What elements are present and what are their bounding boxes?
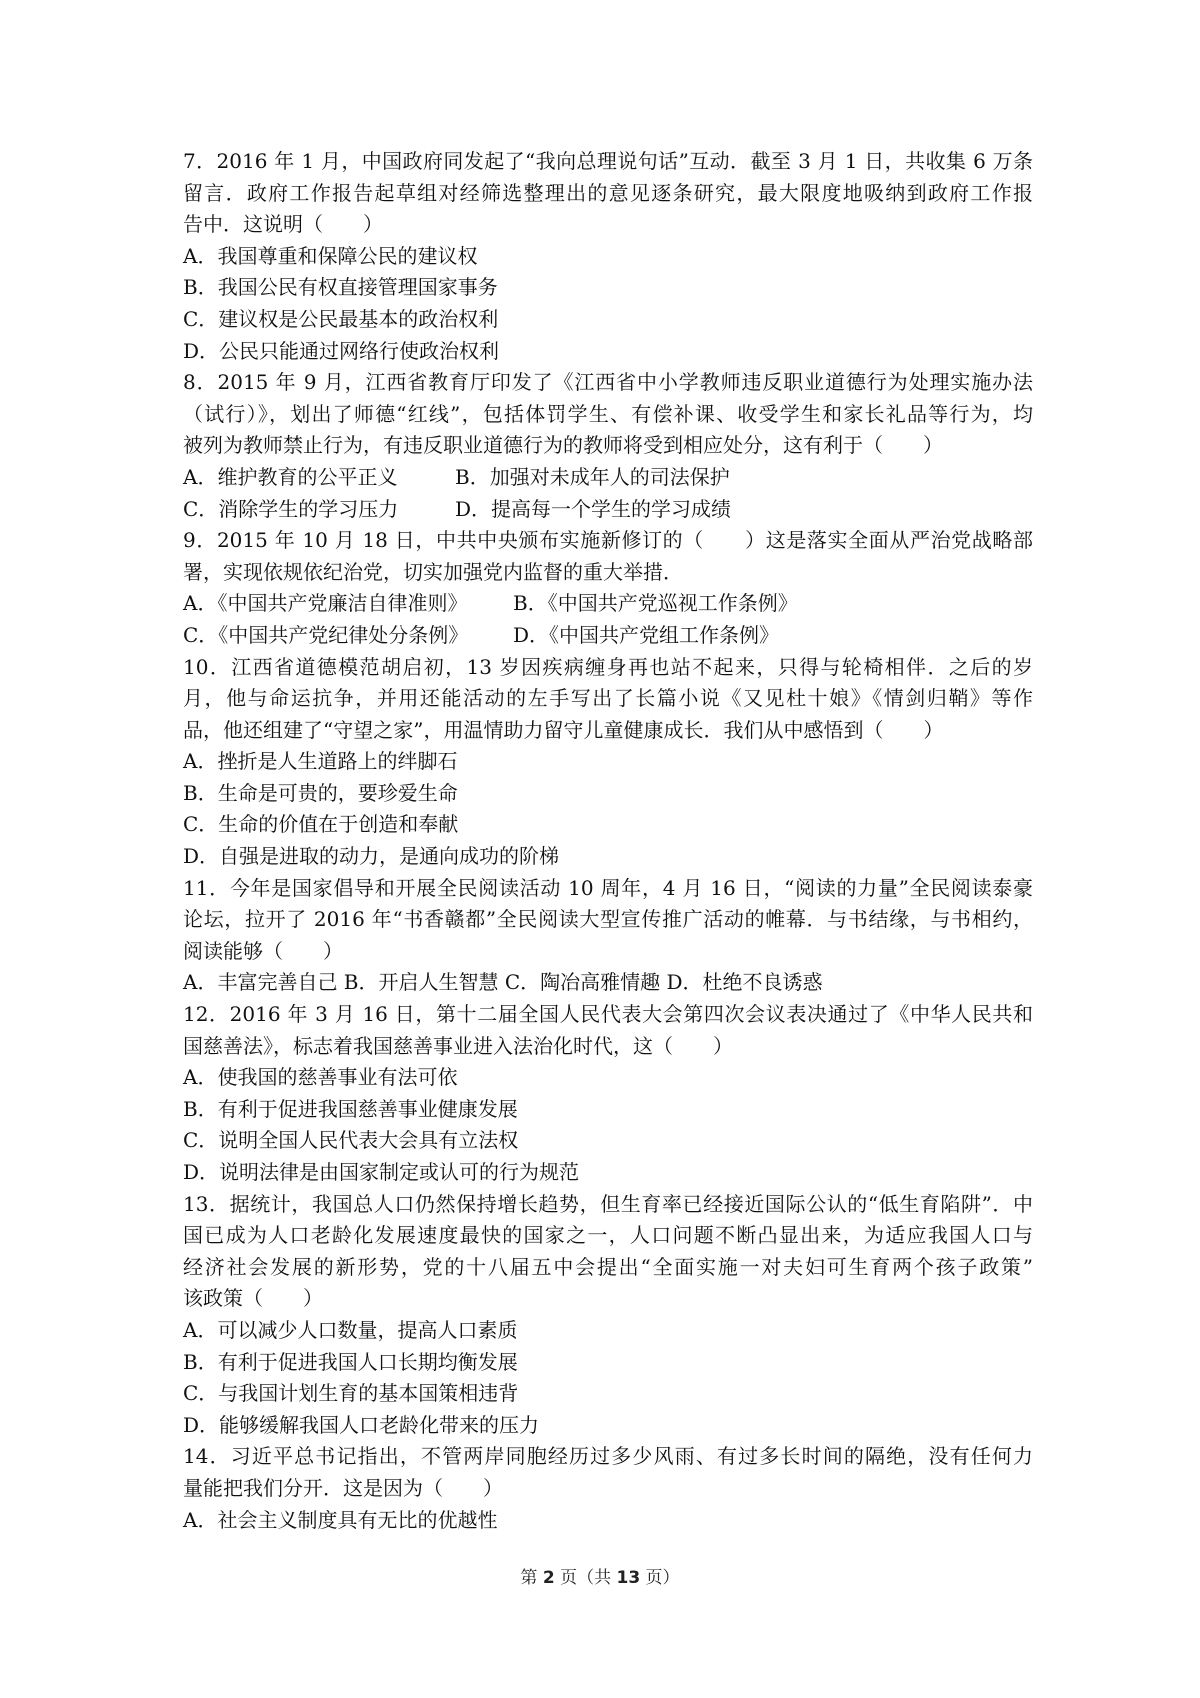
question-stem-line: 国已成为人口老龄化发展速度最快的国家之一，人口问题不断凸显出来，为适应我国人口与 (183, 1223, 1033, 1248)
question-stem-line: 14．习近平总书记指出，不管两岸同胞经历过多少风雨、有过多长时间的隔绝，没有任何力 (183, 1444, 1033, 1469)
question-10 (183, 652, 1033, 873)
question-7 (183, 146, 1033, 367)
option-a: A．可以减少人口数量，提高人口素质 (183, 1317, 518, 1342)
footer-suffix: 页） (640, 1568, 680, 1588)
question-stem-line: 被列为教师禁止行为，有违反职业道德行为的教师将受到相应处分，这有利于（ ） (183, 433, 943, 458)
question-9 (183, 525, 1033, 651)
question-stem-line: 量能把我们分开．这是因为（ ） (183, 1475, 503, 1500)
option-c: C．《中国共产党纪律处分条例》 (183, 622, 469, 647)
footer-prefix: 第 (520, 1568, 543, 1588)
option-a: A．使我国的慈善事业有法可依 (183, 1065, 458, 1090)
question-stem-line: 7．2016 年 1 月，中国政府同发起了“我向总理说句话”互动．截至 3 月 1 日，共收集 6 万条 (183, 149, 1033, 173)
question-12 (183, 999, 1033, 1189)
option-d: D．自强是进取的动力，是通向成功的阶梯 (183, 844, 560, 869)
option-c: C．与我国计划生育的基本国策相违背 (183, 1381, 519, 1406)
options-row (183, 494, 1033, 526)
question-stem-line: 8．2015 年 9 月，江西省教育厅印发了《江西省中小学教师违反职业道德行为处理实施办法 (183, 370, 1033, 395)
option-b: B．有利于促进我国人口长期均衡发展 (183, 1349, 518, 1374)
option-b: B．我国公民有权直接管理国家事务 (183, 275, 498, 300)
option-c: C．建议权是公民最基本的政治权利 (183, 306, 499, 331)
question-stem-line: 经济社会发展的新形势，党的十八届五中会提出“全面实施一对夫妇可生育两个孩子政策” (183, 1254, 1033, 1279)
question-stem-line: 论坛，拉开了 2016 年“书香赣都”全民阅读大型宣传推广活动的帷幕．与书结缘，与书相约， (183, 907, 1033, 932)
footer-total-pages: 13 (616, 1568, 641, 1588)
question-stem-line: 9．2015 年 10 月 18 日，中共中央颁布实施新修订的（ ）这是落实全面从严治党战略部 (183, 528, 1033, 553)
option-d: D．公民只能通过网络行使政治权利 (183, 338, 500, 363)
option-b: B．《中国共产党巡视工作条例》 (513, 591, 798, 616)
question-stem-line: 10．江西省道德模范胡启初，13 岁因疾病缠身再也站不起来，只得与轮椅相伴．之后的岁 (183, 654, 1033, 679)
option-a: A．维护教育的公平正义 (183, 464, 398, 489)
question-14 (183, 1441, 1033, 1536)
option-a: A．挫折是人生道路上的绊脚石 (183, 749, 458, 774)
question-13 (183, 1189, 1033, 1442)
question-stem-line: 署，实现依规依纪治党，切实加强党内监督的重大举措． (183, 559, 683, 584)
page-body (183, 146, 1033, 1536)
question-stem-line: 11．今年是国家倡导和开展全民阅读活动 10 周年，4 月 16 日，“阅读的力量”全民阅读泰豪 (183, 875, 1033, 900)
options-row: A．丰富完善自己 B．开启人生智慧 C．陶冶高雅情趣 D．杜绝不良诱惑 (183, 970, 823, 995)
question-stem-line: 告中．这说明（ ） (183, 212, 383, 237)
option-c: C．说明全国人民代表大会具有立法权 (183, 1128, 519, 1153)
option-a: A．我国尊重和保障公民的建议权 (183, 243, 478, 268)
footer-middle: 页（共 (554, 1568, 617, 1588)
option-b: B．有利于促进我国慈善事业健康发展 (183, 1096, 518, 1121)
question-stem-line: 阅读能够（ ） (183, 938, 343, 963)
options-row (183, 588, 1033, 620)
option-a: A．《中国共产党廉洁自律准则》 (183, 591, 468, 616)
question-stem-line: 品，他还组建了“守望之家”，用温情助力留守儿童健康成长．我们从中感悟到（ ） (183, 717, 944, 742)
question-stem-line: 留言．政府工作报告起草组对经筛选整理出的意见逐条研究，最大限度地吸纳到政府工作报 (183, 180, 1033, 205)
option-a: A．社会主义制度具有无比的优越性 (183, 1507, 498, 1532)
options-row (183, 620, 1033, 652)
question-stem-line: 13．据统计，我国总人口仍然保持增长趋势，但生育率已经接近国际公认的“低生育陷阱”．中 (183, 1191, 1033, 1216)
option-b: B．生命是可贵的，要珍爱生命 (183, 780, 458, 805)
question-stem-line: （试行）》，划出了师德“红线”，包括体罚学生、有偿补课、收受学生和家长礼品等行为，均 (183, 401, 1033, 426)
option-d: D．《中国共产党组工作条例》 (513, 622, 780, 647)
question-stem-line: 该政策（ ） (183, 1286, 323, 1311)
question-stem-line: 12．2016 年 3 月 16 日，第十二届全国人民代表大会第四次会议表决通过了《中华人民共和 (183, 1002, 1033, 1027)
question-stem-line: 月，他与命运抗争，并用还能活动的左手写出了长篇小说《又见杜十娘》《情剑归鞘》等作 (183, 686, 1033, 711)
option-d: D．提高每一个学生的学习成绩 (455, 496, 732, 521)
option-d: D．能够缓解我国人口老龄化带来的压力 (183, 1412, 540, 1437)
page-footer (0, 1563, 1200, 1588)
option-d: D．说明法律是由国家制定或认可的行为规范 (183, 1160, 580, 1184)
question-11 (183, 873, 1033, 999)
option-c: C．生命的价值在于创造和奉献 (183, 812, 459, 837)
question-stem-line: 国慈善法》，标志着我国慈善事业进入法治化时代，这（ ） (183, 1033, 733, 1058)
option-c: C．消除学生的学习压力 (183, 496, 399, 521)
options-row (183, 462, 1033, 494)
question-8 (183, 367, 1033, 525)
option-b: B．加强对未成年人的司法保护 (455, 464, 730, 489)
footer-page-number: 2 (542, 1568, 555, 1588)
